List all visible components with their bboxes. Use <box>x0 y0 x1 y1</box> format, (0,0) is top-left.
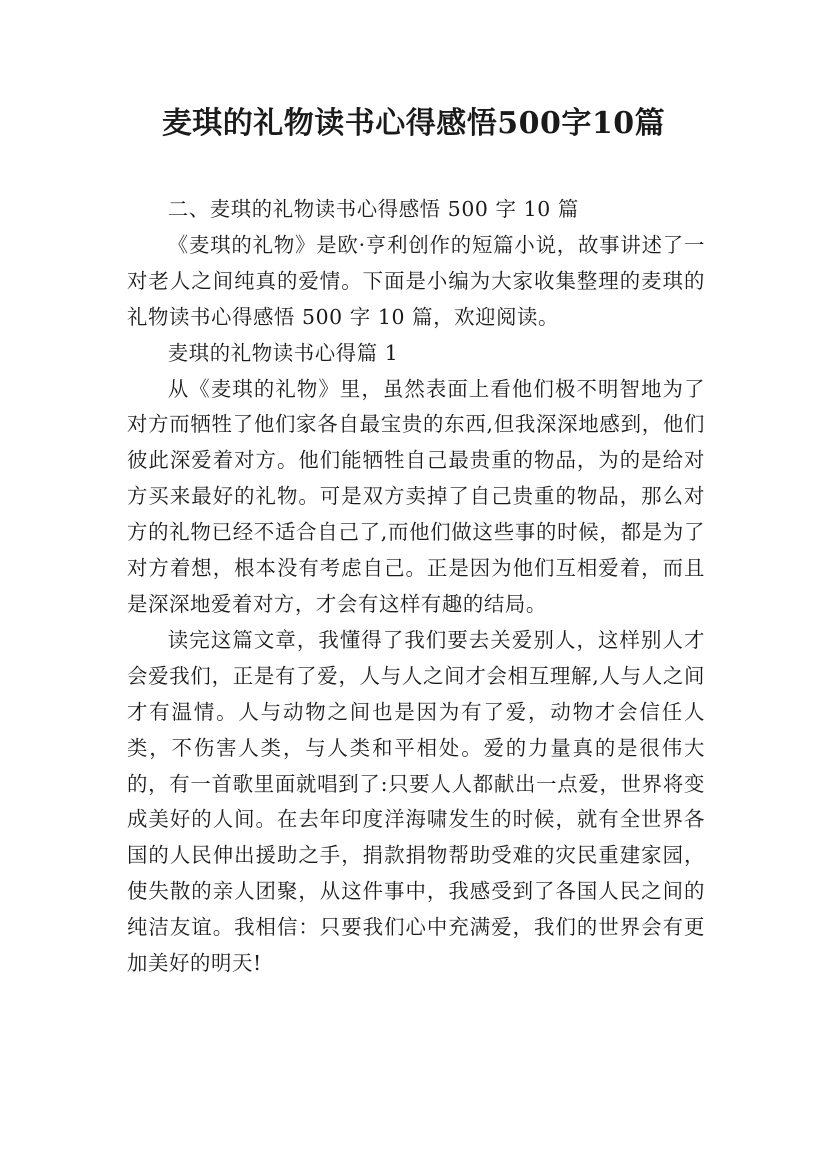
body-paragraph: 读完这篇文章，我懂得了我们要去关爱别人，这样别人才会爱我们，正是有了爱，人与人之间才会相互理解,人与人之间才有温情。人与动物之间也是因为有了爱，动物才会信任人类，不伤害人类，与人类和平相处。爱的力量真的是很伟大的，有一首歌里面就唱到了:只要人人都献出一点爱，世界将变成美好的人间。在去年印度洋海啸发生的时候，就有全世界各国的人民伸出援助之手，捐款捐物帮助受难的灾民重建家园，使失散的亲人团聚，从这件事中，我感受到了各国人民之间的纯洁友谊。我相信：只要我们心中充满爱，我们的世界会有更加美好的明天! <box>127 627 705 976</box>
article-heading: 麦琪的礼物读书心得篇 1 <box>167 340 399 365</box>
intro-paragraph: 《麦琪的礼物》是欧·亨利创作的短篇小说，故事讲述了一对老人之间纯真的爱情。下面是小编为大家收集整理的麦琪的礼物读书心得感悟 500 字 10 篇，欢迎阅读。 <box>127 232 705 329</box>
body-paragraph: 从《麦琪的礼物》里，虽然表面上看他们极不明智地为了对方而牺牲了他们家各自最宝贵的东西,但我深深地感到，他们彼此深爱着对方。他们能牺牲自己最贵重的物品，为的是给对方买来最好的礼物。可是双方卖掉了自己贵重的物品，那么对方的礼物已经不适合自己了,而他们做这些事的时候，都是为了对方着想，根本没有考虑自己。正是因为他们互相爱着，而且是深深地爱着对方，才会有这样有趣的结局。 <box>127 376 705 616</box>
document-body <box>127 192 705 982</box>
section-heading: 二、麦琪的礼物读书心得感悟 500 字 10 篇 <box>167 197 579 221</box>
document-title: 麦琪的礼物读书心得感悟500字10篇 <box>161 106 666 141</box>
